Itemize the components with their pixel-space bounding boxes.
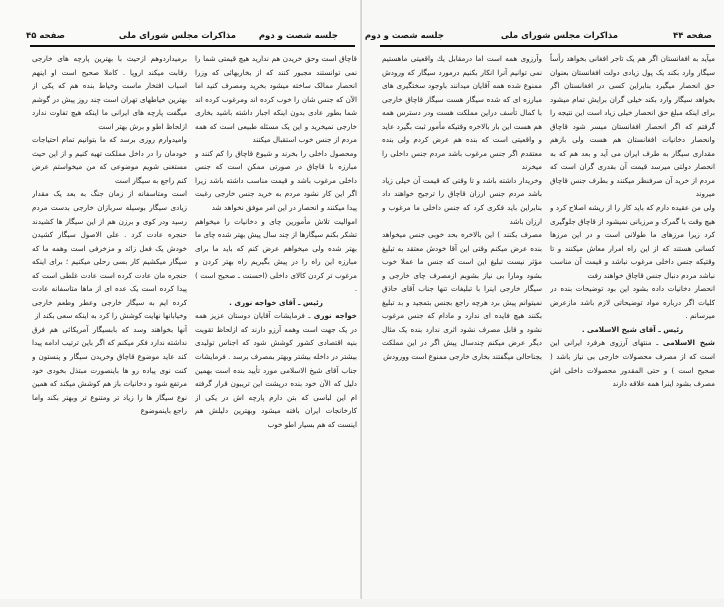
speech-text: ـ منتهای آرزوی هرفرد ایرانی این است که از مصرف محصولات خارجی بی نیاز باشد ( صحیح است ) و حتی المقدور محصولات داخلی اش مصرف بشود اینرا همه علاقه دارند (550, 338, 715, 389)
page-number: صفحه ۴۵ (26, 31, 65, 41)
speech-text: ـ فرمایشات آقایان دوستان عزیز همه در یک جهت است وهمه آرزو دارند که ازلحاظ تقویت بنیه اقتصادی کشور کوشش شود که اجناس تولیدی بیشتر در داخله بیشتر وبهتر بمصرف برسد . فرمایشات جناب آقای شیخ الاسلامی مورد تأیید بنده است بهمین دلیل که الآن خود بنده درپشت این تریبون قرار گرفته ام این لباسی که بتن دارم پارچه اش در یکی از کارخانجات ایران بافته میشود وبهترین دلیلش هم اینست که هم بسیار اطو خوب (195, 311, 357, 429)
paragraph: وامیدوارم روزی برسد که ما بتوانیم تمام احتیاجات خودمان را در داخل مملکت تهیه کنیم و از این حیث مستغنی شویم موضوعی که من میخواستم عرض کنم راجع به سیگار است (32, 135, 187, 185)
speaker-intro: رئیس ـ آقای خواجه نوری . (229, 297, 323, 307)
paragraph: اموالیت تلاش مأمورین چای و دخانیات را میخواهم تشکر بکنم سیگارها از چند سال پیش بهتر شده چای ما بهتر شده ولی میخواهم عرض کنم که باید ما برای مبارزه این راه را در پیش بگیریم راه بهتر کردن و مرغوب تر کردن کالای داخلی (احسنت ـ صحیح است ) . (195, 216, 357, 294)
text-column-left (382, 52, 542, 542)
paragraph: ولی من عقیده دارم که باید کار را از ریشه اصلاح کرد و هیچ وقت با گمرک و مرزبانی نمیشود از قاچاق جلوگیری کرد زیرا مرزهای ما طولانی است و در این مرزها کسانی هستند که از این راه امرار معاش میکنند و تا وقتیکه جنس داخلی مرغوب نباشد و قیمت آن مناسب نباشد مردم دنبال جنس قاچاق خواهند رفت (550, 203, 715, 280)
text-column-left (32, 52, 187, 537)
paragraph: برمیداردوهم ازحیث با بهترین پارچه های خارجی رقابت میکند اروپا . کاملا صحیح است او اینهم اسباب افتخار ماست وخیاط بنده هم که یکی از بهترین خیاطهای تهران است چند روز پیش در گوشم میگفت پارچه های ایرانی ما اینکه هیچ تفاوت ندارد ازلحاظ اطو و برش بهتر است (32, 54, 187, 131)
session-label: جلسه شصت و دوم (258, 31, 338, 41)
speaker-intro: رئیس ـ آقای شیخ الاسلامی . (581, 324, 684, 334)
page-number: صفحه ۴۴ (673, 31, 712, 41)
page-header (362, 31, 724, 44)
speech-paragraph (195, 309, 357, 431)
paragraph: وآرزوی همه است اما درمقابل یك واقعیتی ماهستیم نمی توانیم آنرا انکار بکنیم درمورد سیگار که ورودش ممنوع شده همه آقایان میدانند باوجود سختگیری های مبارزه ای که شده سیگار هست سیگار قاچاق خارجی با کمال تأسف دراین مملکت هست ودر دسترس همه هم هست این بار بالاخره وقتیکه مأمور ثبت بگیرد عاید و واقعیتی است که بنده هم عرض کردم ولی بنده معتقدم اگر جنس مرغوب باشد مردم جنس داخلی را میخرند (382, 54, 542, 172)
paragraph: وخریدار داشته باشد و تا وقتی که قیمت آن خیلی زیاد باشد مردم جنس ارزان قاچاق را ترجیح خواهند داد بنابراین باید فکری کرد که جنس داخلی ما مرغوب و ارزان باشد (382, 175, 542, 226)
journal-title: مذاکرات مجلس شورای ملی (118, 31, 236, 41)
paragraph: ومحصول داخلی را بخرند و شیوع قاچاق را کم کنند و مبارزه با قاچاق در صورتی ممکن است که جنس داخلی مرغوب باشد و قیمت مناسب داشته باشد زیرا اگر این کار نشود مردم به خرید جنس خارجی رغبت پیدا میکنند و انحصار در این امر موفق نخواهد شد (195, 148, 357, 213)
speaker-name: شیخ الاسلامی (662, 338, 715, 348)
speaker-name: خواجه نوری (313, 311, 357, 321)
page-header (0, 31, 361, 44)
paragraph: قاچاق است وحق خریدن هم ندارید هیچ قیمتی شما را نمی توانستند مجبور کنند که از بخاربهائی که وزرا انحصار ممالک ساخته میشود بخرید ومصرف کنید اما الآن که جنس شان را خوب کرده اند ومرغوب کرده اند شما بطور عادی بدون اینکه اجبار داشته باشید بخاری خارجی نمیخرید و این یک مسئله طبیعی است که همه مردم از جنس خوب استقبال میکنند (195, 54, 357, 145)
text-column-right (550, 52, 715, 607)
session-label: جلسه شصت و دوم (364, 31, 444, 41)
header-rule (30, 45, 355, 47)
left-page (0, 0, 361, 599)
paragraph: میآید به افغانستان اگر هم یک تاجر افغانی بخواهد رأساً سیگار وارد بکند یک پول زیادی دولت افغانستان بعنوان حق انحصار میگیرد بنابراین کسی در افغانستان اگر بخواهد سیگار وارد بکند خیلی گران برایش تمام میشود برای اینکه مبلغ حق انحصار خیلی زیاد است این نتیجه را گرفتم که اگر انحصار افغانستان میسر شود قاچاق وانحصار دخانیات افغانستان هم هست ولی بازهم مقداری سیگار به طرف ایران می آید و بعد هم که به انحصار دولتی میرسد قیمت آن بقدری گران است که مردم از خرید آن صرفنظر میکنند و بطرف جنس قاچاق میروند (550, 54, 715, 199)
text-column-right (195, 52, 357, 532)
paragraph: انحصار دخانیات داده بشود این بود توضیحات بنده در کلیات اگر درباره مواد توضیحاتی لازم باشد مازعرض میرسانم . (550, 284, 715, 321)
paragraph: آنها بخواهند وسد که بابسیگار آمریکائی هم فرق نداشته ندارد فکر میکنم که اگر باین ترتیب ادامه پیدا کند عاید موضوع قاچاق وخریدن سیگار و پنستون و کنت نوی پیاده رو ها باینصورت مبتذل بخودی خود مرتفع شود و دخانیات باز هم کوشش میکند که همین نوع سیگار ها را زیاد تر ومتنوع تر وبهتر بکند واما راجع باینموضوع (32, 324, 187, 416)
paragraph: است ومتاسفانه از زمان جنگ به بعد یک مقدار زیادی سیگار بوسیله سربازان خارجی بدست مردم رسید ودر کوی و برزن هم از این سیگار ها کشیدند حنجره عادت کرد . علی الاصول سیگار کشیدن خودش یک فعل زائد و مزخرفی است وهمه ما که سیگار میکشیم کار بسی رحلی میکنیم ؛ برای اینکه حنجره مان عادت کرده است عادت غلطی است که پیدا کرده است یک عده ای از ماها متاسفانه عادت کرده ایم به سیگار خارجی وعطر وطعم خارجی وخیابانها نهایت کوشش را کرد به اینکه سعی بکند از (32, 189, 187, 321)
right-page (362, 0, 724, 599)
paragraph: مصرف بکنند ) این بالاخره بحد خوبی جنس میخواهد بنده عرض میکنم وقتی این آقا خودش معتقد به تبلیغ مؤثر نیست تبلیغ این است که جنس ما عملا خوب بشود ومارا بی نیاز بشویم ازمصرف چای خارجی و سیگار خارجی اینرا با تبلیغات تنها جناب آقای حاذق نمیتوانم پیش برد هرچه راجع بجنس بتمجيد و بد تبليغ بكنند هيچ فایده ای ندارد و مادام که جنس مرغوب نشود و قابل مصرف نشود اثری ندارد بنده یک مثال دیگر عرض میکنم چندسال پیش اگر در این مملکت بجناحالی میگفتند بخاری خارجی ممنوع است وورودش (382, 230, 542, 362)
speech-paragraph (550, 336, 715, 390)
journal-title: مذاکرات مجلس شورای ملی (500, 31, 618, 41)
header-rule (380, 45, 715, 47)
